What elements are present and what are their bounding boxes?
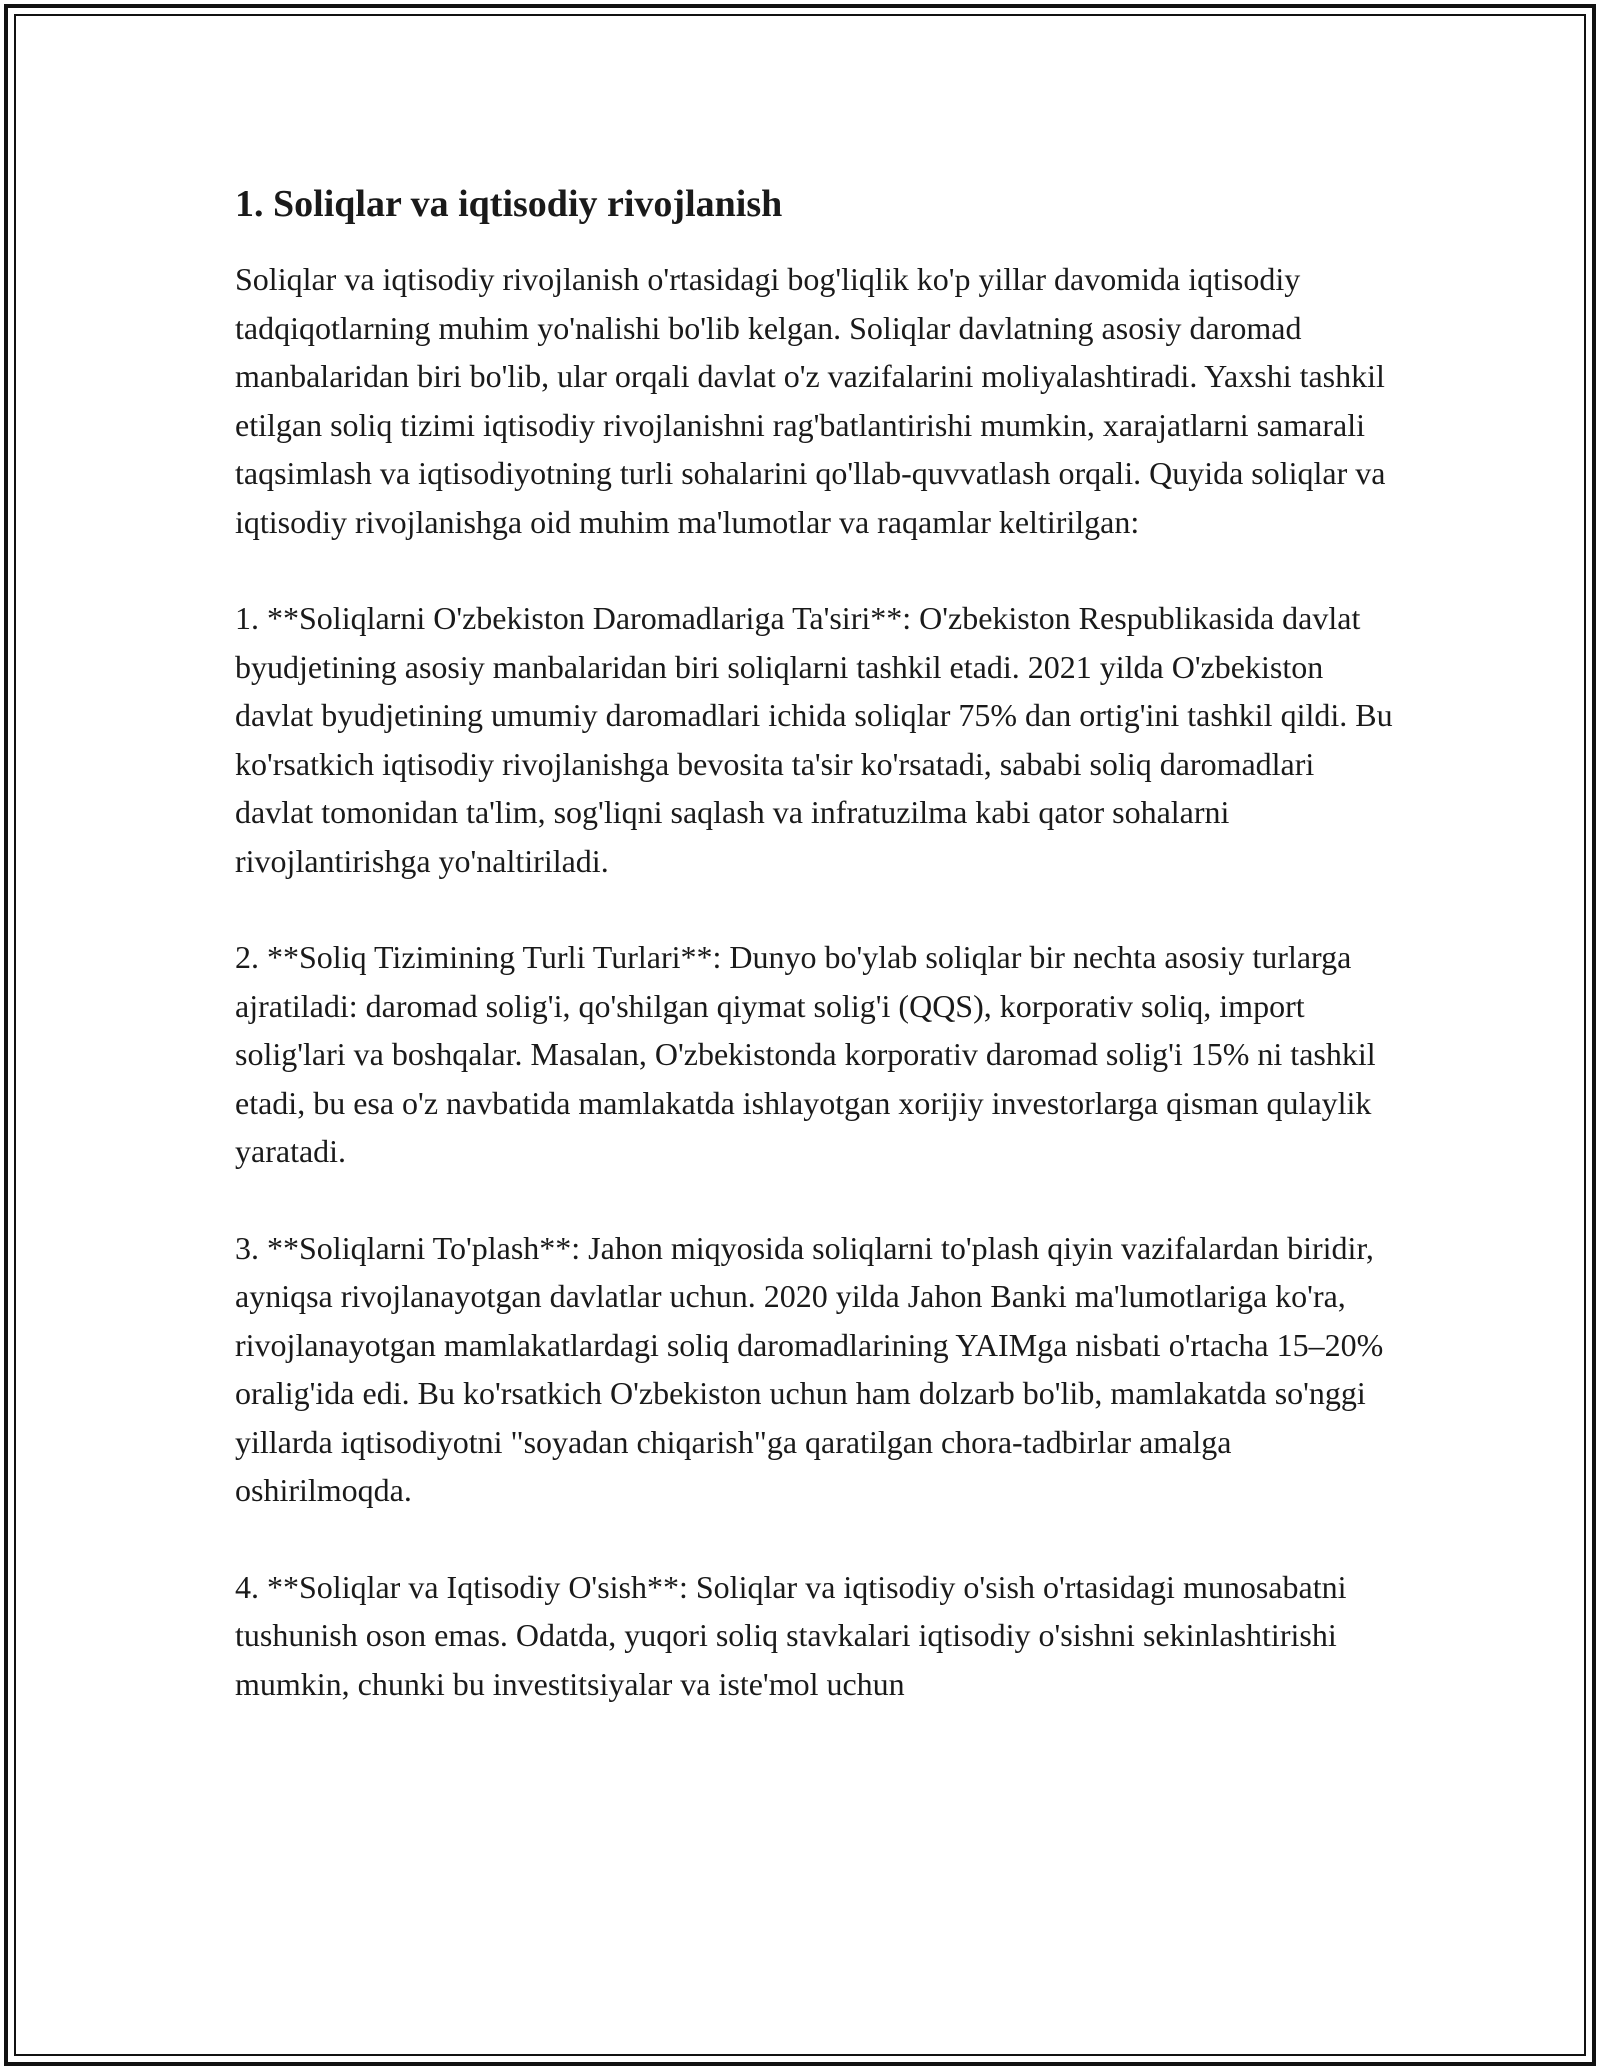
- document-page: [235, 180, 1395, 1756]
- intro-paragraph: Soliqlar va iqtisodiy rivojlanish o'rtasidagi bog'liqlik ko'p yillar davomida iqtisodiy tadqiqotlarning muhim yo'nalishi bo'lib kelgan. Soliqlar davlatning asosiy daromad manbalaridan biri bo'lib, ular orqali davlat o'z vazifalarini moliyalashtiradi. Yaxshi tashkil etilgan soliq tizimi iqtisodiy rivojlanishni rag'batlantirishi mumkin, xarajatlarni samarali taqsimlash va iqtisodiyotning turli sohalarini qo'llab-quvvatlash orqali. Quyida soliqlar va iqtisodiy rivojlanishga oid muhim ma'lumotlar va raqamlar keltirilgan:: [235, 261, 1386, 540]
- list-item-3-paragraph: 3. **Soliqlarni To'plash**: Jahon miqyosida soliqlarni to'plash qiyin vazifalardan biridir, ayniqsa rivojlanayotgan davlatlar uchun. 2020 yilda Jahon Banki ma'lumotlariga ko'ra, rivojlanayotgan mamlakatlardagi soliq daromadlarining YAIMga nisbati o'rtacha 15–20% oralig'ida edi. Bu ko'rsatkich O'zbekiston uchun ham dolzarb bo'lib, mamlakatda so'nggi yillarda iqtisodiyotni "soyadan chiqarish"ga qaratilgan chora-tadbirlar amalga oshirilmoqda.: [235, 1229, 1384, 1509]
- list-item-2-paragraph: 2. **Soliq Tizimining Turli Turlari**: Dunyo bo'ylab soliqlar bir nechta asosiy turlarga ajratiladi: daromad solig'i, qo'shilgan qiymat solig'i (QQS), korporativ soliq, import solig'lari va boshqalar. Masalan, O'zbekistonda korporativ daromad solig'i 15% ni tashkil etadi, bu esa o'z navbatida mamlakatda ishlayotgan xorijiy investorlarga qisman qulaylik yaratadi.: [235, 939, 1376, 1170]
- list-item-4-paragraph: 4. **Soliqlar va Iqtisodiy O'sish**: Soliqlar va iqtisodiy o'sish o'rtasidagi munosabatni tushunish oson emas. Odatda, yuqori soliq stavkalari iqtisodiy o'sishni sekinlashtirishi mumkin, chunki bu investitsiyalar va iste'mol uchun: [235, 1568, 1347, 1702]
- section-title: 1. Soliqlar va iqtisodiy rivojlanish: [235, 183, 783, 225]
- list-item-1-paragraph: 1. **Soliqlarni O'zbekiston Daromadlariga Ta'siri**: O'zbekiston Respublikasida davlat byudjetining asosiy manbalaridan biri soliqlarni tashkil etadi. 2021 yilda O'zbekiston davlat byudjetining umumiy daromadlari ichida soliqlar 75% dan ortig'ini tashkil qildi. Bu ko'rsatkich iqtisodiy rivojlanishga bevosita ta'sir ko'rsatadi, sababi soliq daromadlari davlat tomonidan ta'lim, sog'liqni saqlash va infratuzilma kabi qator sohalarni rivojlantirishga yo'naltiriladi.: [235, 600, 1393, 879]
